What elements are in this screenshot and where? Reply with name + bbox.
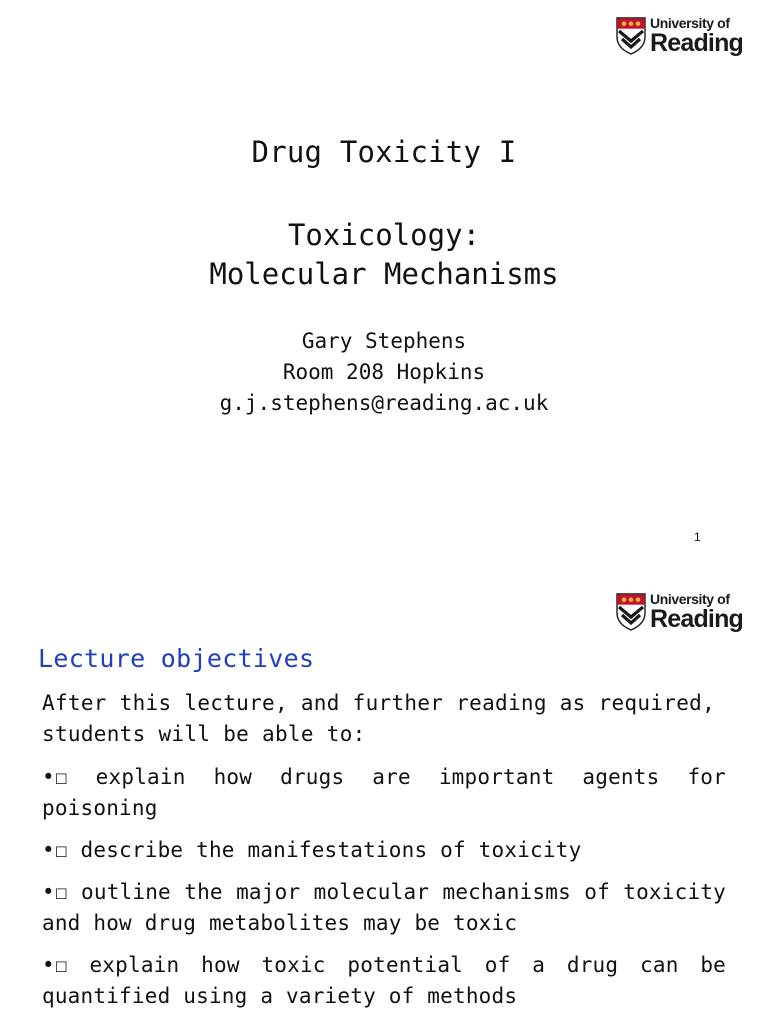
intro-paragraph: After this lecture, and further reading as required, students will be able to: — [42, 691, 716, 746]
university-logo — [616, 14, 746, 58]
university-crest-icon — [616, 17, 646, 55]
subtitle-line-2: Molecular Mechanisms — [209, 257, 559, 291]
logo-line-2: Reading — [650, 605, 744, 633]
slide-subtitle — [0, 216, 768, 294]
page-number: 1 — [694, 530, 701, 544]
subtitle-line-1: Toxicology: — [287, 218, 481, 252]
list-item: •☐ describe the manifestations of toxicity — [42, 838, 582, 862]
author-email: g.j.stephens@reading.ac.uk — [219, 391, 549, 415]
author-info — [0, 326, 768, 419]
author-room: Room 208 Hopkins — [282, 360, 486, 384]
list-item: •☐ explain how drugs are important agents for poisoning — [42, 765, 726, 820]
logo-line-1: University of — [650, 591, 730, 607]
list-item: •☐ explain how toxic potential of a drug can be quantified using a variety of methods — [42, 953, 726, 1008]
university-logo — [616, 590, 746, 634]
objectives-list — [42, 762, 726, 1023]
section-heading: Lecture objectives — [38, 644, 315, 673]
list-item: •☐ outline the major molecular mechanisms of toxicity and how drug metabolites may be toxic — [42, 880, 726, 935]
university-crest-icon — [616, 593, 646, 631]
logo-line-2: Reading — [650, 29, 744, 57]
author-name: Gary Stephens — [301, 329, 467, 353]
logo-line-1: University of — [650, 15, 730, 31]
slide-title: Drug Toxicity I — [251, 135, 517, 169]
